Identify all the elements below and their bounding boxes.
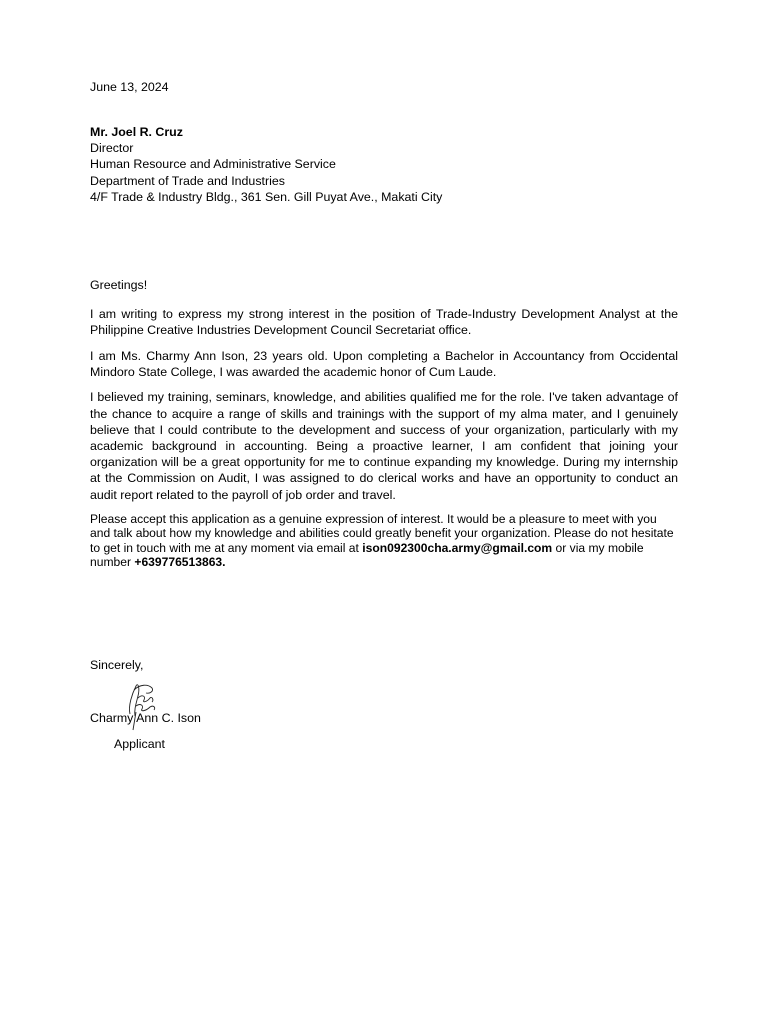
recipient-block	[90, 124, 442, 205]
paragraph-closing	[90, 512, 678, 569]
recipient-title: Director	[90, 141, 134, 156]
recipient-name: Mr. Joel R. Cruz	[90, 125, 183, 139]
email-address: ison092300cha.army@gmail.com	[362, 540, 553, 555]
paragraph-intro: I am writing to express my strong interest in the position of Trade-Industry Development Analyst at the Philippine Creative Industries Development Council Secretariat office.	[90, 307, 678, 338]
closing-text-between: or via my mobile number	[90, 540, 644, 569]
paragraph-background: I am Ms. Charmy Ann Ison, 23 years old. Upon completing a Bachelor in Accountancy from Occidental Mindoro State College, I was awarded the academic honor of Cum Laude.	[90, 348, 678, 379]
greeting: Greetings!	[90, 278, 148, 292]
letter-body	[90, 306, 678, 578]
signer-name: Charmy Ann C. Ison	[90, 711, 201, 725]
closing-salutation: Sincerely,	[90, 658, 144, 672]
closing-text-before-email: Please accept this application as a genuine expression of interest. It would be a pleasure to meet with you and talk about how my knowledge and abilities could greatly benefit your organization. Please do not hesitate to get in touch with me at any moment via email at	[90, 512, 674, 555]
recipient-organization: Department of Trade and Industries	[90, 173, 285, 188]
mobile-number: +639776513863.	[134, 554, 226, 569]
recipient-department: Human Resource and Administrative Service	[90, 157, 336, 172]
signer-title: Applicant	[114, 737, 165, 751]
letter-date: June 13, 2024	[90, 80, 169, 94]
paragraph-qualifications: I believed my training, seminars, knowledge, and abilities qualified me for the role. I've taken advantage of the chance to acquire a range of skills and trainings with the support of my alma mater, and I genuinely believe that I could contribute to the development and success of your organization, particularly with my academic background in accounting. Being a proactive learner, I am confident that joining your organization will be a great opportunity for me to continue expanding my knowledge. During my internship at the Commission on Audit, I was assigned to do clerical works and have an opportunity to conduct an audit report related to the payroll of job order and travel.	[90, 390, 678, 502]
recipient-address: 4/F Trade & Industry Bldg., 361 Sen. Gill Puyat Ave., Makati City	[90, 189, 443, 204]
